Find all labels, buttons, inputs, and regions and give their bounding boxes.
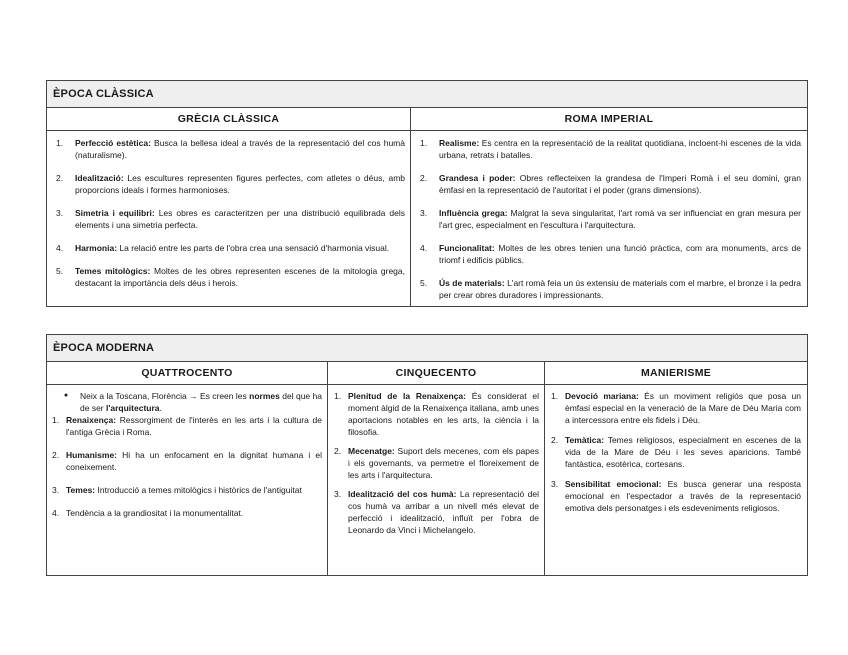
classical-era-title: ÈPOCA CLÀSSICA xyxy=(47,81,808,108)
classical-era-table xyxy=(46,80,808,307)
quattrocento-item: 3. Temes: Introducció a temes mitològics i històrics de l'antiguitat xyxy=(52,485,302,495)
greece-item: 2. Idealització: Les escultures representen figures perfectes, com atletes o déus, amb proporcions ideals i formes harmonioses. xyxy=(56,173,405,195)
cinquecento-item: 3. Idealització del cos humà: La representació del cos humà va arribar a un nivell més elevat de perfecció i idealització, influït per l'obra de Leonardo da Vinci i Michelangelo. xyxy=(334,489,539,535)
greece-item: 4. Harmonia: La relació entre les parts de l'obra crea una sensació d'harmonia visual. xyxy=(56,243,390,253)
quattrocento-item: 1. Renaixença: Ressorgiment de l'interès en les arts i la cultura de l'antiga Grècia i Roma. xyxy=(52,415,322,437)
quattrocento-bullet: ● Neix a la Toscana, Florència → Es creen les normes del que ha de ser l'arquitectura. xyxy=(52,390,322,414)
quattrocento-cell xyxy=(47,385,328,576)
cinquecento-item: 2. Mecenatge: Suport dels mecenes, com els papes i els governants, va permetre el floreixement de les arts i l'arquitectura. xyxy=(334,446,539,480)
rome-list xyxy=(420,137,801,301)
manierisme-cell xyxy=(545,385,808,576)
greece-cell xyxy=(47,131,411,307)
cinquecento-item: 1. Plenitud de la Renaixença: És considerat el moment àlgid de la Renaixença italiana, amb unes aportacions notables en les arts, la ciència i la filosofia. xyxy=(334,391,540,437)
rome-item: 1. Realisme: Es centra en la representació de la realitat quotidiana, incloent-hi escenes de la vida urbana, retrats i batalles. xyxy=(420,138,802,160)
cinquecento-heading: CINQUECENTO xyxy=(328,362,545,385)
bullet-icon: ● xyxy=(63,392,69,399)
manierisme-heading: MANIERISME xyxy=(545,362,808,385)
quattrocento-item: 2. Humanisme: Hi ha un enfocament en la dignitat humana i el coneixement. xyxy=(52,450,322,472)
rome-item: 5. Ús de materials: L'art romà feia un ús extensiu de materials com el marbre, el bronze i la pedra per crear obres duradores i impressionants. xyxy=(420,278,802,300)
manierisme-item: 1. Devoció mariana: És un moviment religiós que posa un èmfasi especial en la veneració de la Mare de Déu Maria com a intercessora entre els fidels i Déu. xyxy=(551,391,802,425)
manierisme-item: 3. Sensibilitat emocional: Es busca generar una resposta emocional en l'espectador a través de la representació emotiva dels personatges i els esdeveniments religiosos. xyxy=(551,479,802,513)
rome-item: 2. Grandesa i poder: Obres reflecteixen la grandesa de l'Imperi Romà i el seu domini, gran èmfasi en la representació de l'autoritat i el poder (grans dimensions). xyxy=(420,173,802,195)
greece-heading: GRÈCIA CLÀSSICA xyxy=(47,108,411,131)
rome-item: 3. Influència grega: Malgrat la seva singularitat, l'art romà va ser influenciat en gran mesura per l'art grec, especialment en l'escultura i l'arquitectura. xyxy=(420,208,802,230)
greece-item: 3. Simetria i equilibri: Les obres es caracteritzen per una distribució equilibrada dels elements i una simetria perfecta. xyxy=(56,208,405,230)
greece-item: 5. Temes mitològics: Moltes de les obres representen escenes de la mitologia grega, destacant la importància dels déus i herois. xyxy=(56,266,405,288)
rome-item: 4. Funcionalitat: Moltes de les obres tenien una funció pràctica, com ara monuments, arcs de triomf i edificis públics. xyxy=(420,243,802,265)
rome-cell xyxy=(411,131,808,307)
quattrocento-list xyxy=(52,414,322,519)
modern-era-title: ÈPOCA MODERNA xyxy=(47,335,808,362)
quattrocento-bullet-list xyxy=(52,390,322,414)
greece-list xyxy=(56,137,405,289)
greece-item: 1. Perfecció estètica: Busca la bellesa ideal a través de la representació del cos humà (naturalisme). xyxy=(56,138,405,160)
manierisme-list xyxy=(551,390,801,514)
quattrocento-item: 4. Tendència a la grandiositat i la monumentalitat. xyxy=(52,508,244,518)
cinquecento-list xyxy=(334,390,539,536)
cinquecento-cell xyxy=(328,385,545,576)
manierisme-item: 2. Temàtica: Temes religiosos, especialment en escenes de la vida de la Mare de Déu i les seves aparicions. També fantàstica, esotèrica, cortesans. xyxy=(551,435,802,469)
rome-heading: ROMA IMPERIAL xyxy=(411,108,808,131)
modern-era-table xyxy=(46,334,808,576)
quattrocento-heading: QUATTROCENTO xyxy=(47,362,328,385)
